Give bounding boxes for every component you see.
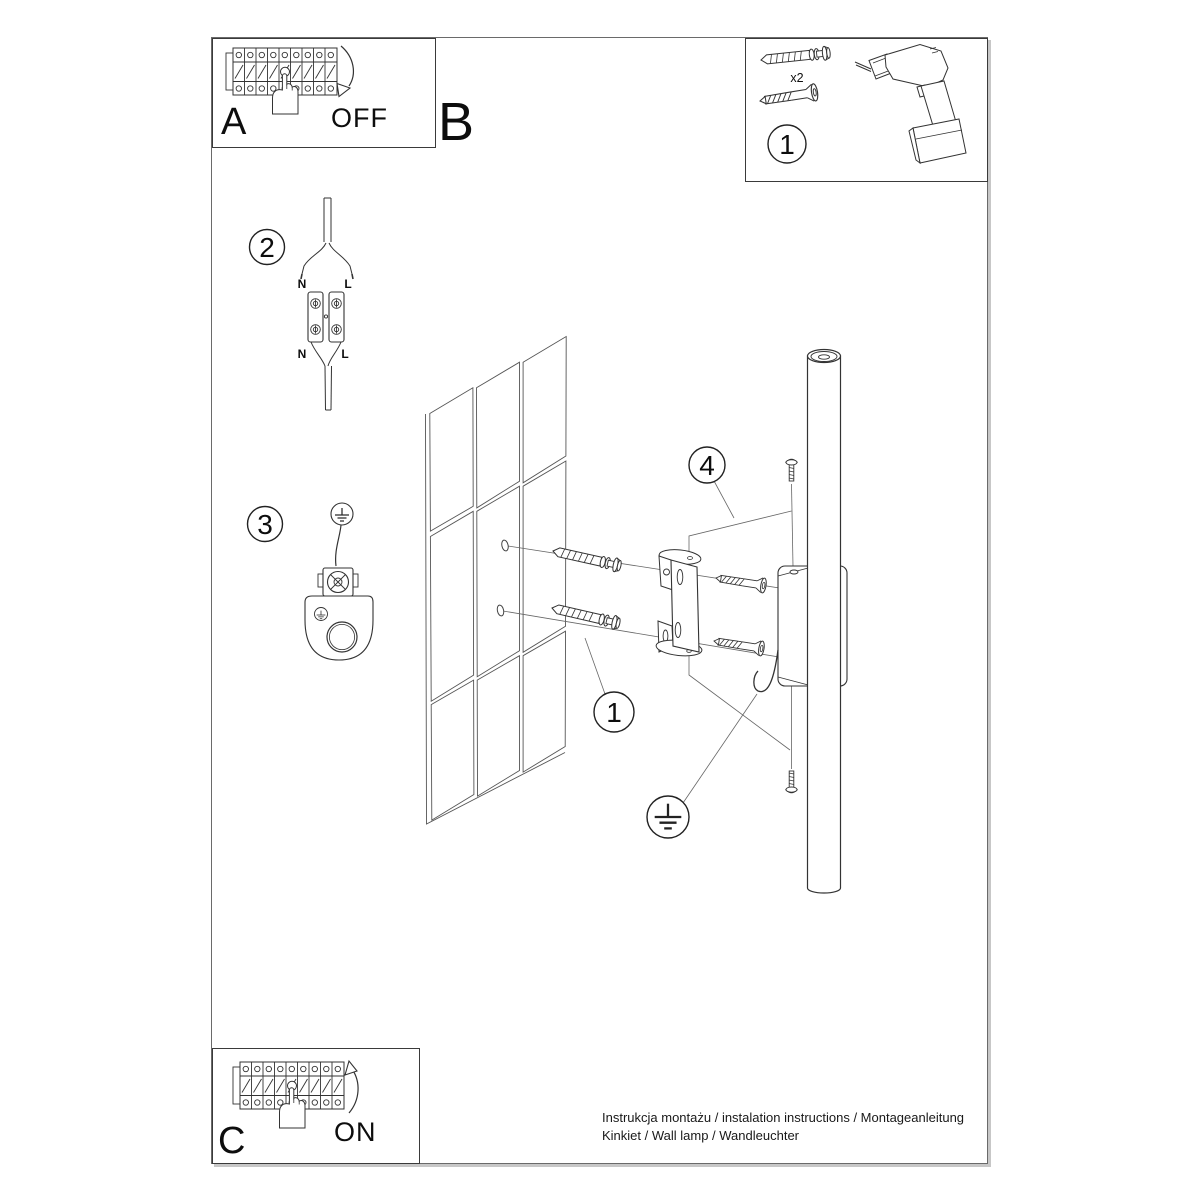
step-b-label: B	[438, 92, 475, 152]
terminal-label-l-bottom: L	[341, 347, 349, 361]
step1-number: 1	[606, 697, 622, 728]
on-label: ON	[334, 1117, 377, 1147]
step-a-label: A	[221, 101, 247, 143]
ground-callout	[647, 796, 689, 838]
footer-text	[602, 1109, 982, 1144]
tools-box	[745, 38, 988, 182]
step3-number: 3	[257, 509, 273, 540]
grounding-diagram	[248, 503, 374, 660]
mounting-bracket	[655, 548, 702, 658]
footer-line-1: Instrukcja montażu / instalation instructions / Montageanleitung	[602, 1110, 965, 1125]
anchor-quantity-label: x2	[790, 71, 804, 85]
tools-number: 1	[779, 129, 795, 160]
step-c-label: C	[218, 1120, 246, 1162]
footer-line-2: Kinkiet / Wall lamp / Wandleuchter	[602, 1127, 799, 1143]
off-label: OFF	[331, 103, 388, 133]
callout-step1-main	[594, 692, 634, 732]
step4-number: 4	[699, 450, 715, 481]
callout-step4	[689, 447, 725, 483]
tiled-wall	[426, 337, 567, 825]
terminal-label-n-bottom: N	[297, 347, 307, 361]
lamp-tube	[808, 350, 841, 894]
wiring-diagram	[250, 198, 354, 410]
step2-number: 2	[259, 232, 275, 263]
terminal-label-n-top: N	[297, 277, 307, 291]
terminal-label-l-top: L	[344, 277, 352, 291]
